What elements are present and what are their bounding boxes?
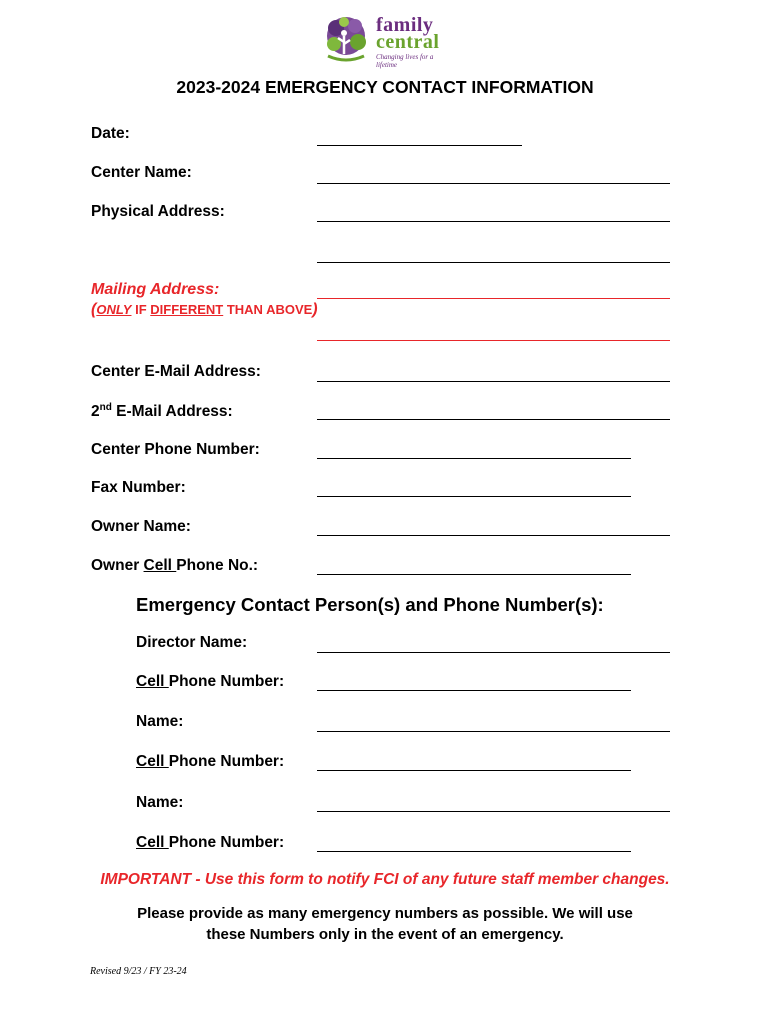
second-email-field[interactable] xyxy=(317,419,670,420)
fax-field[interactable] xyxy=(317,496,631,497)
logo-text-central: central xyxy=(376,31,440,53)
mailing-address-label: Mailing Address: xyxy=(91,281,220,298)
mailing-address-field-2[interactable] xyxy=(317,340,670,341)
family-central-logo xyxy=(320,14,450,69)
physical-address-field-2[interactable] xyxy=(317,262,670,263)
director-name-field[interactable] xyxy=(317,652,670,653)
cell-phone-field-2[interactable] xyxy=(317,770,631,771)
cell-phone-label-2: Cell Phone Number: xyxy=(136,753,285,770)
mailing-address-note: (ONLY IF DIFFERENT THAN ABOVE) xyxy=(91,301,318,318)
provide-line-2: these Numbers only in the event of an emergency. xyxy=(206,926,564,943)
physical-address-field-1[interactable] xyxy=(317,221,670,222)
center-phone-label: Center Phone Number: xyxy=(91,441,260,458)
important-notice: IMPORTANT - Use this form to notify FCI of any future staff member changes. xyxy=(100,871,670,888)
provide-notice xyxy=(0,903,770,945)
revision-note: Revised 9/23 / FY 23-24 xyxy=(90,966,187,977)
owner-name-label: Owner Name: xyxy=(91,518,191,535)
name-label-2: Name: xyxy=(136,794,184,811)
tree-icon xyxy=(320,14,374,64)
cell-phone-label-1: Cell Phone Number: xyxy=(136,673,285,690)
mailing-address-field-1[interactable] xyxy=(317,298,670,299)
date-label: Date: xyxy=(91,125,130,142)
center-phone-field[interactable] xyxy=(317,458,631,459)
name-field-2[interactable] xyxy=(317,811,670,812)
date-field[interactable] xyxy=(317,145,522,146)
provide-line-1: Please provide as many emergency numbers as possible. We will use xyxy=(137,905,633,922)
owner-name-field[interactable] xyxy=(317,535,670,536)
center-email-label: Center E-Mail Address: xyxy=(91,363,261,380)
cell-phone-label-3: Cell Phone Number: xyxy=(136,834,285,851)
fax-label: Fax Number: xyxy=(91,479,186,496)
logo-tagline: Changing lives for a lifetime xyxy=(376,53,434,69)
name-field-1[interactable] xyxy=(317,731,670,732)
physical-address-label: Physical Address: xyxy=(91,203,225,220)
director-name-label: Director Name: xyxy=(136,634,248,651)
center-email-field[interactable] xyxy=(317,381,670,382)
emergency-heading: Emergency Contact Person(s) and Phone Number(s): xyxy=(136,594,604,615)
page-title: 2023-2024 EMERGENCY CONTACT INFORMATION xyxy=(176,77,594,97)
owner-cell-field[interactable] xyxy=(317,574,631,575)
center-name-label: Center Name: xyxy=(91,164,192,181)
name-label-1: Name: xyxy=(136,713,184,730)
second-email-label: 2nd E-Mail Address: xyxy=(91,402,233,421)
center-name-field[interactable] xyxy=(317,183,670,184)
owner-cell-label: Owner Cell Phone No.: xyxy=(91,557,259,574)
cell-phone-field-1[interactable] xyxy=(317,690,631,691)
cell-phone-field-3[interactable] xyxy=(317,851,631,852)
logo-text-family: family xyxy=(376,14,434,36)
